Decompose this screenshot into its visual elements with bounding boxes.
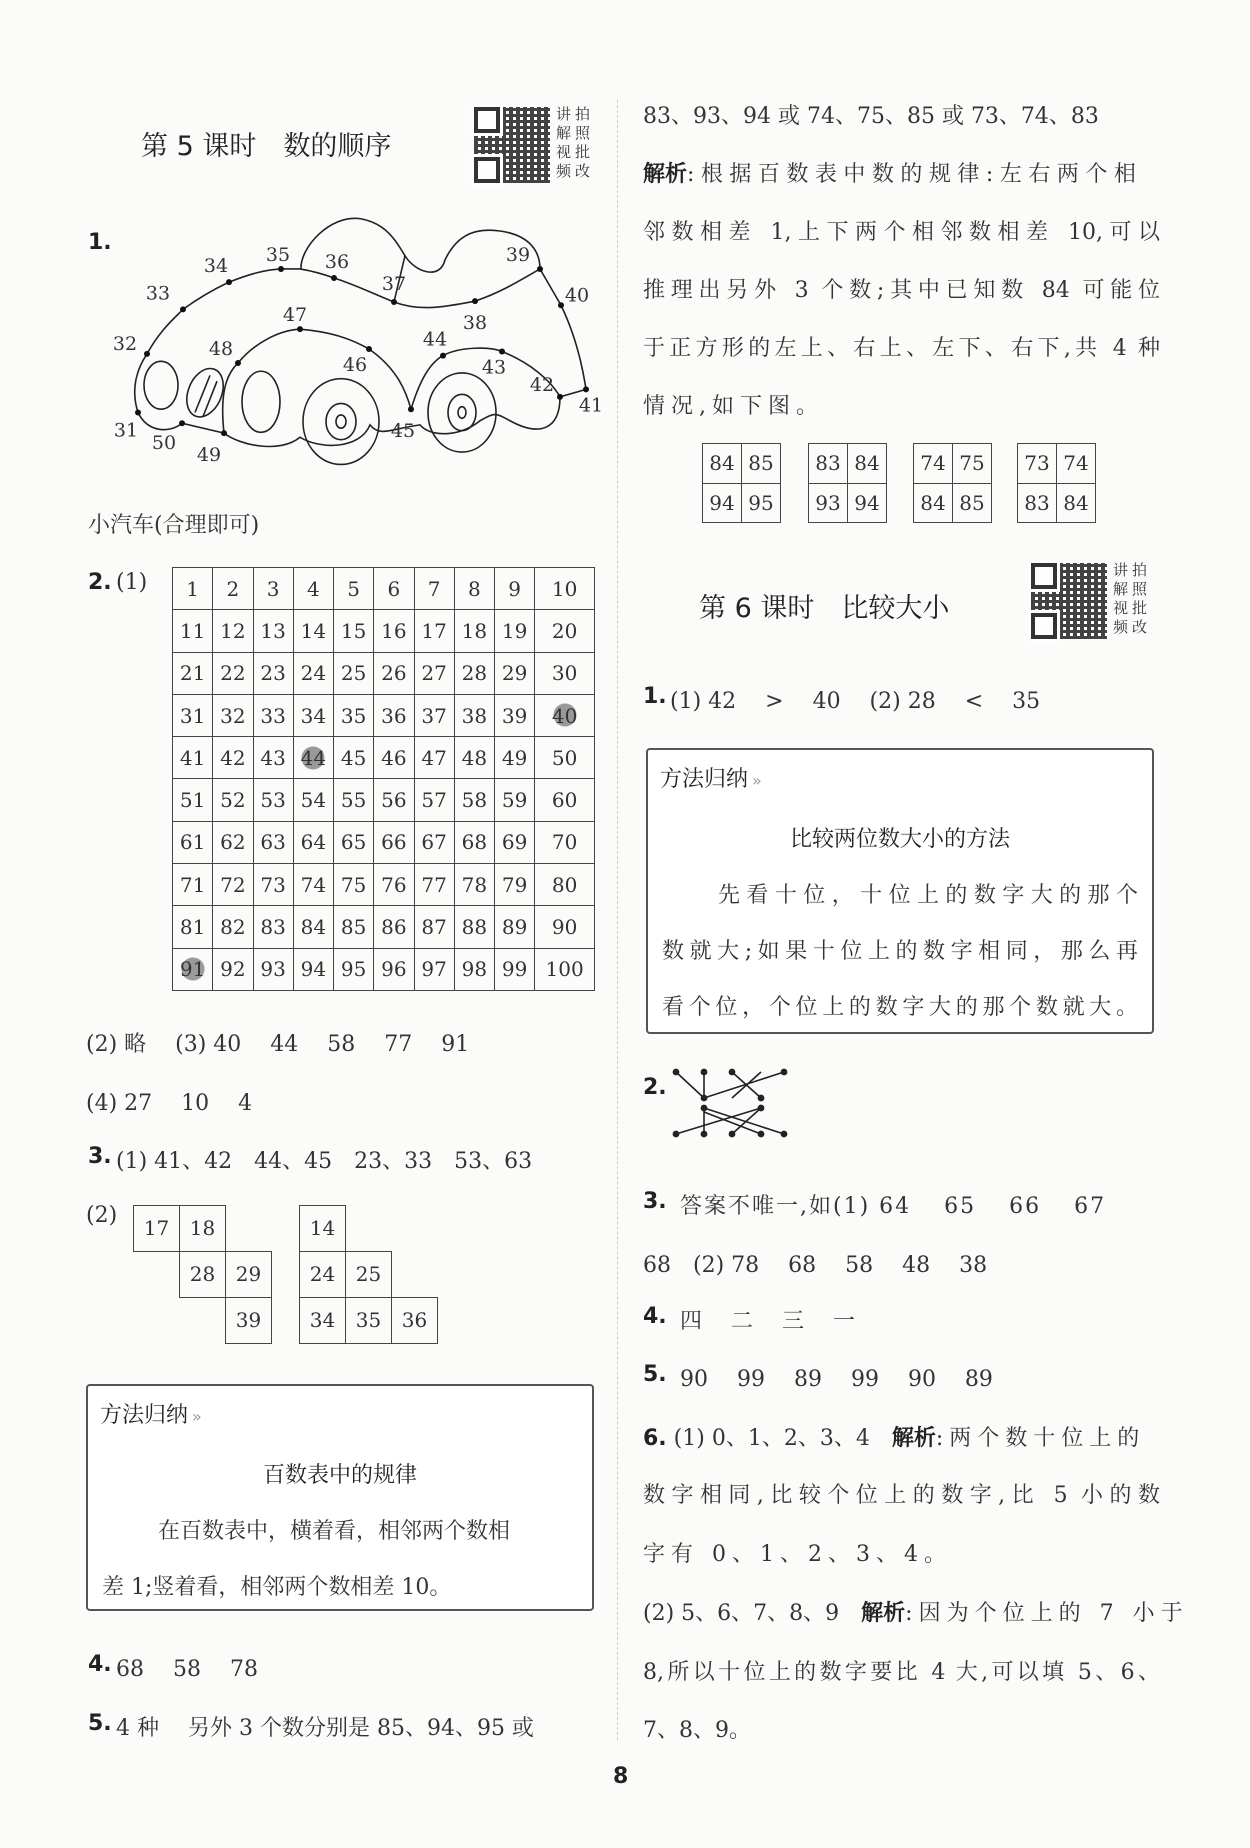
square-cell: 95 xyxy=(742,483,781,523)
analysis-line: 8,所以十位上的数字要比 4 大,可以填 5、6、 xyxy=(643,1660,1160,1685)
car-dot-to-dot-figure xyxy=(0,0,620,500)
marked-cell: 91 xyxy=(173,948,213,990)
number-cell: 25 xyxy=(345,1251,392,1298)
l6-q1-answer: (1) 42 > 40 (2) 28 < 35 xyxy=(670,689,1041,714)
chart-cell: 13 xyxy=(253,610,293,652)
chart-cell: 29 xyxy=(495,652,535,694)
chart-cell: 4 xyxy=(293,568,333,610)
l6-q3-line1: 答案不唯一,如(1) 64 65 66 67 xyxy=(680,1194,1107,1219)
chart-cell: 5 xyxy=(334,568,374,610)
chart-cell: 83 xyxy=(253,906,293,948)
chart-cell: 18 xyxy=(454,610,494,652)
chart-cell: 90 xyxy=(535,906,595,948)
chart-cell: 45 xyxy=(334,737,374,779)
square-example xyxy=(913,443,992,523)
matching-lines-diagram xyxy=(670,1060,790,1140)
car-dot xyxy=(221,430,227,436)
chart-cell: 79 xyxy=(495,864,535,906)
square-cell: 75 xyxy=(953,444,992,484)
lesson5-title: 第 5 课时 数的顺序 xyxy=(141,131,392,162)
marked-cell: 44 xyxy=(293,737,333,779)
l6-q5-number: 5. xyxy=(643,1362,667,1387)
analysis-line: 7、8、9。 xyxy=(643,1718,751,1743)
qr-caption-line: 解照 xyxy=(556,124,595,142)
l6-q6-line4 xyxy=(643,1596,1189,1627)
chart-cell: 28 xyxy=(454,652,494,694)
chart-cell: 34 xyxy=(293,694,333,736)
q2-line3: (4) 27 10 4 xyxy=(86,1091,253,1116)
chart-row xyxy=(173,568,595,610)
chart-cell: 73 xyxy=(253,864,293,906)
chart-cell: 48 xyxy=(454,737,494,779)
chevron-right-icon: » xyxy=(752,771,762,790)
chart-cell: 57 xyxy=(414,779,454,821)
square-cell: 74 xyxy=(914,444,953,484)
chart-cell: 50 xyxy=(535,737,595,779)
chart-row xyxy=(173,737,595,779)
chart-row xyxy=(173,821,595,863)
car-dot-label: 46 xyxy=(342,353,368,376)
number-cell: 24 xyxy=(299,1251,346,1298)
square-cell: 73 xyxy=(1018,444,1057,484)
chart-cell: 72 xyxy=(213,864,253,906)
q5-number: 5. xyxy=(88,1711,112,1736)
chart-cell: 88 xyxy=(454,906,494,948)
chart-cell: 99 xyxy=(495,948,535,990)
car-dot-label: 44 xyxy=(422,328,448,351)
car-dot xyxy=(537,266,543,272)
chart-cell: 35 xyxy=(334,694,374,736)
chart-cell: 85 xyxy=(334,906,374,948)
car-dot xyxy=(499,348,505,354)
method-line: 先看十位，十位上的数字大的那个 xyxy=(718,883,1138,908)
car-dot xyxy=(135,410,141,416)
chart-cell: 9 xyxy=(495,568,535,610)
method-tag xyxy=(660,762,762,793)
chart-cell: 10 xyxy=(535,568,595,610)
analysis-line: 邻数相差 1,上下两个相邻数相差 10,可以 xyxy=(643,220,1160,245)
chart-cell: 75 xyxy=(334,864,374,906)
analysis-line: 情况,如下图。 xyxy=(643,394,824,419)
car-dot xyxy=(331,275,337,281)
car-dot xyxy=(408,406,414,412)
chart-cell: 21 xyxy=(173,652,213,694)
l6-q6-answer2: (2) 5、6、7、8、9 xyxy=(643,1601,862,1626)
chart-cell: 36 xyxy=(374,694,414,736)
chart-cell: 97 xyxy=(414,948,454,990)
q3-line1: (1) 41、42 44、45 23、33 53、63 xyxy=(116,1149,533,1174)
car-dot-label: 45 xyxy=(390,420,416,443)
q2-number: 2. xyxy=(88,570,112,595)
chart-cell: 11 xyxy=(173,610,213,652)
square-cell: 84 xyxy=(848,444,887,484)
qr-caption xyxy=(1113,561,1153,637)
q4-answer: 68 58 78 xyxy=(116,1657,258,1682)
car-dot-label: 38 xyxy=(462,312,488,335)
car-dot-label: 35 xyxy=(265,243,291,266)
chart-cell: 6 xyxy=(374,568,414,610)
chart-row xyxy=(173,948,595,990)
chart-cell: 60 xyxy=(535,779,595,821)
chart-cell: 78 xyxy=(454,864,494,906)
chart-cell: 52 xyxy=(213,779,253,821)
chart-cell: 19 xyxy=(495,610,535,652)
analysis-text: :因为个位上的 7 小于 xyxy=(905,1601,1189,1626)
chart-cell: 43 xyxy=(253,737,293,779)
chart-cell: 37 xyxy=(414,694,454,736)
chart-cell: 39 xyxy=(495,694,535,736)
qr-caption-line: 视批 xyxy=(1113,599,1152,617)
number-cell: 35 xyxy=(345,1297,392,1344)
chart-cell: 7 xyxy=(414,568,454,610)
hundred-chart xyxy=(172,567,595,991)
square-cell: 84 xyxy=(914,483,953,523)
l6-q2-number: 2. xyxy=(643,1075,667,1100)
square-cell: 93 xyxy=(809,483,848,523)
chart-cell: 94 xyxy=(293,948,333,990)
chart-row xyxy=(173,864,595,906)
method-line: 数就大;如果十位上的数字相同，那么再 xyxy=(662,939,1138,964)
chart-cell: 16 xyxy=(374,610,414,652)
chart-cell: 54 xyxy=(293,779,333,821)
chart-cell: 55 xyxy=(334,779,374,821)
car-dot xyxy=(583,386,589,392)
qr-caption-line: 视批 xyxy=(556,143,595,161)
chart-cell: 58 xyxy=(454,779,494,821)
analysis-text: :两个数十位上的 xyxy=(935,1426,1146,1451)
method-summary-box-1 xyxy=(86,1384,594,1611)
number-cell: 28 xyxy=(179,1251,226,1298)
q3-part2: (2) xyxy=(86,1203,118,1228)
q5-continuation: 83、93、94 或 74、75、85 或 73、74、83 xyxy=(643,104,1099,129)
analysis-label: 解析 xyxy=(891,1426,936,1451)
analysis-line: 于正方形的左上、右上、左下、右下,共 4 种 xyxy=(643,336,1160,361)
chart-cell: 2 xyxy=(213,568,253,610)
car-dot-label: 41 xyxy=(578,394,604,417)
chart-cell: 74 xyxy=(293,864,333,906)
car-dot xyxy=(179,420,185,426)
car-dot xyxy=(226,279,232,285)
car-dot-label: 33 xyxy=(145,282,171,305)
chart-cell: 96 xyxy=(374,948,414,990)
chart-cell: 51 xyxy=(173,779,213,821)
method-tag xyxy=(100,1398,202,1429)
car-dot-label: 43 xyxy=(481,356,507,379)
chart-cell: 27 xyxy=(414,652,454,694)
square-cell: 83 xyxy=(809,444,848,484)
l6-q6-line1 xyxy=(643,1421,1145,1452)
chart-cell: 3 xyxy=(253,568,293,610)
chart-cell: 49 xyxy=(495,737,535,779)
chart-cell: 1 xyxy=(173,568,213,610)
chart-cell: 89 xyxy=(495,906,535,948)
square-example xyxy=(702,443,781,523)
chart-cell: 64 xyxy=(293,821,333,863)
chart-cell: 82 xyxy=(213,906,253,948)
chart-cell: 8 xyxy=(454,568,494,610)
analysis-label: 解析 xyxy=(643,162,688,187)
square-example xyxy=(808,443,887,523)
method-heading: 百数表中的规律 xyxy=(262,1463,417,1488)
car-dot-label: 50 xyxy=(151,432,177,455)
chart-cell: 65 xyxy=(334,821,374,863)
chart-cell: 80 xyxy=(535,864,595,906)
number-cell: 39 xyxy=(225,1297,272,1344)
analysis-label: 解析 xyxy=(861,1601,906,1626)
chart-row xyxy=(173,694,595,736)
number-cell: 29 xyxy=(225,1251,272,1298)
chart-cell: 66 xyxy=(374,821,414,863)
chart-cell: 56 xyxy=(374,779,414,821)
chart-cell: 59 xyxy=(495,779,535,821)
method-line: 在百数表中，横着看，相邻两个数相 xyxy=(158,1519,511,1544)
square-cell: 84 xyxy=(1057,483,1096,523)
square-cell: 74 xyxy=(1057,444,1096,484)
car-dot-label: 37 xyxy=(381,272,407,295)
chart-cell: 67 xyxy=(414,821,454,863)
qr-caption-line: 解照 xyxy=(1113,580,1152,598)
car-dot-label: 34 xyxy=(203,255,229,278)
car-dot xyxy=(297,326,303,332)
number-cell: 36 xyxy=(391,1297,438,1344)
chart-cell: 81 xyxy=(173,906,213,948)
chart-cell: 26 xyxy=(374,652,414,694)
square-cell: 84 xyxy=(703,444,742,484)
chart-cell: 22 xyxy=(213,652,253,694)
number-cell: 34 xyxy=(299,1297,346,1344)
car-dot xyxy=(235,360,241,366)
q5-answer: 4 种 另外 3 个数分别是 85、94、95 或 xyxy=(116,1716,534,1741)
chart-cell: 14 xyxy=(293,610,333,652)
chart-cell: 61 xyxy=(173,821,213,863)
method-line: 差 1;竖着看，相邻两个数相差 10。 xyxy=(102,1575,452,1600)
chart-cell: 38 xyxy=(454,694,494,736)
l6-q1-number: 1. xyxy=(643,684,667,709)
square-example xyxy=(1017,443,1096,523)
car-dot-label: 40 xyxy=(564,284,590,307)
number-cell: 17 xyxy=(133,1205,180,1252)
analysis-line: 推理出另外 3 个数;其中已知数 84 可能位 xyxy=(643,278,1160,303)
chart-cell: 23 xyxy=(253,652,293,694)
l6-q6-number: 6. xyxy=(643,1426,667,1451)
q3-number: 3. xyxy=(88,1144,112,1169)
chart-cell: 31 xyxy=(173,694,213,736)
analysis-line: 数字相同,比较个位上的数字,比 5 小的数 xyxy=(643,1483,1160,1508)
chart-cell: 30 xyxy=(535,652,595,694)
l6-q4-number: 4. xyxy=(643,1304,667,1329)
car-dot xyxy=(440,353,446,359)
square-cell: 85 xyxy=(742,444,781,484)
chart-cell: 42 xyxy=(213,737,253,779)
car-dot xyxy=(366,346,372,352)
chart-cell: 92 xyxy=(213,948,253,990)
car-dot-label: 32 xyxy=(112,332,138,355)
car-dot-label: 49 xyxy=(196,444,222,467)
square-cell: 83 xyxy=(1018,483,1057,523)
q1-answer: 小汽车(合理即可) xyxy=(88,513,260,538)
car-dot-label: 39 xyxy=(505,243,531,266)
chart-cell: 69 xyxy=(495,821,535,863)
chart-cell: 15 xyxy=(334,610,374,652)
chart-cell: 63 xyxy=(253,821,293,863)
chart-cell: 77 xyxy=(414,864,454,906)
chart-cell: 93 xyxy=(253,948,293,990)
chart-cell: 84 xyxy=(293,906,333,948)
chart-row xyxy=(173,610,595,652)
chart-cell: 98 xyxy=(454,948,494,990)
chart-row xyxy=(173,779,595,821)
car-dot xyxy=(557,394,563,400)
chart-cell: 17 xyxy=(414,610,454,652)
chart-cell: 95 xyxy=(334,948,374,990)
qr-caption-line: 讲拍 xyxy=(1113,561,1152,579)
qr-caption-line: 讲拍 xyxy=(556,105,595,123)
l6-q5-answer: 90 99 89 99 90 89 xyxy=(680,1367,993,1392)
chevron-right-icon: » xyxy=(192,1407,202,1426)
q1-number: 1. xyxy=(88,230,112,255)
chart-cell: 71 xyxy=(173,864,213,906)
q4-number: 4. xyxy=(88,1652,112,1677)
method-tag-label: 方法归纳 xyxy=(100,1403,189,1428)
method-heading: 比较两位数大小的方法 xyxy=(789,827,1010,852)
analysis-line xyxy=(643,157,1142,188)
l6-q6-answer1: (1) 0、1、2、3、4 xyxy=(673,1426,892,1451)
chart-cell: 62 xyxy=(213,821,253,863)
square-cell: 85 xyxy=(953,483,992,523)
chart-cell: 25 xyxy=(334,652,374,694)
car-dot-label: 48 xyxy=(208,338,234,360)
square-cell: 94 xyxy=(703,483,742,523)
car-dot xyxy=(278,266,284,272)
chart-cell: 47 xyxy=(414,737,454,779)
square-cell: 94 xyxy=(848,483,887,523)
qr-caption-line: 频改 xyxy=(1113,618,1152,636)
car-dot xyxy=(144,351,150,357)
chart-cell: 70 xyxy=(535,821,595,863)
chart-cell: 86 xyxy=(374,906,414,948)
lesson6-title: 第 6 课时 比较大小 xyxy=(699,593,950,624)
method-summary-box-2 xyxy=(646,748,1154,1034)
chart-cell: 12 xyxy=(213,610,253,652)
page-number: 8 xyxy=(613,1764,629,1789)
analysis-line: 字有 0、1、2、3、4。 xyxy=(643,1542,952,1567)
chart-row xyxy=(173,652,595,694)
car-dot-label: 31 xyxy=(113,419,139,442)
car-dot xyxy=(180,306,186,312)
number-cell: 18 xyxy=(179,1205,226,1252)
chart-cell: 100 xyxy=(535,948,595,990)
chart-cell: 53 xyxy=(253,779,293,821)
car-dot xyxy=(558,302,564,308)
q2-line2: (2) 略 (3) 40 44 58 77 91 xyxy=(86,1032,470,1057)
chart-cell: 41 xyxy=(173,737,213,779)
car-dot-label: 42 xyxy=(529,373,555,396)
method-line: 看个位，个位上的数字大的那个数就大。 xyxy=(662,995,1138,1020)
l6-q3-line2: 68 (2) 78 68 58 48 38 xyxy=(643,1253,988,1278)
method-tag-label: 方法归纳 xyxy=(660,767,749,792)
l6-q3-number: 3. xyxy=(643,1189,667,1214)
qr-code-icon[interactable] xyxy=(1031,563,1107,639)
analysis-text: :根据百数表中数的规律:左右两个相 xyxy=(687,162,1143,187)
car-dot xyxy=(472,298,478,304)
chart-cell: 33 xyxy=(253,694,293,736)
l6-q4-answer: 四 二 三 一 xyxy=(680,1309,855,1334)
car-dot-label: 47 xyxy=(282,304,308,327)
chart-cell: 68 xyxy=(454,821,494,863)
chart-cell: 46 xyxy=(374,737,414,779)
chart-row xyxy=(173,906,595,948)
chart-cell: 76 xyxy=(374,864,414,906)
chart-cell: 20 xyxy=(535,610,595,652)
chart-cell: 87 xyxy=(414,906,454,948)
chart-cell: 24 xyxy=(293,652,333,694)
marked-cell: 40 xyxy=(535,694,595,736)
qr-caption-line: 频改 xyxy=(556,162,595,180)
q2-part1: (1) xyxy=(116,570,148,595)
car-dot-label: 36 xyxy=(324,251,350,274)
car-dot xyxy=(391,299,397,305)
number-cell: 14 xyxy=(299,1205,346,1252)
chart-cell: 32 xyxy=(213,694,253,736)
